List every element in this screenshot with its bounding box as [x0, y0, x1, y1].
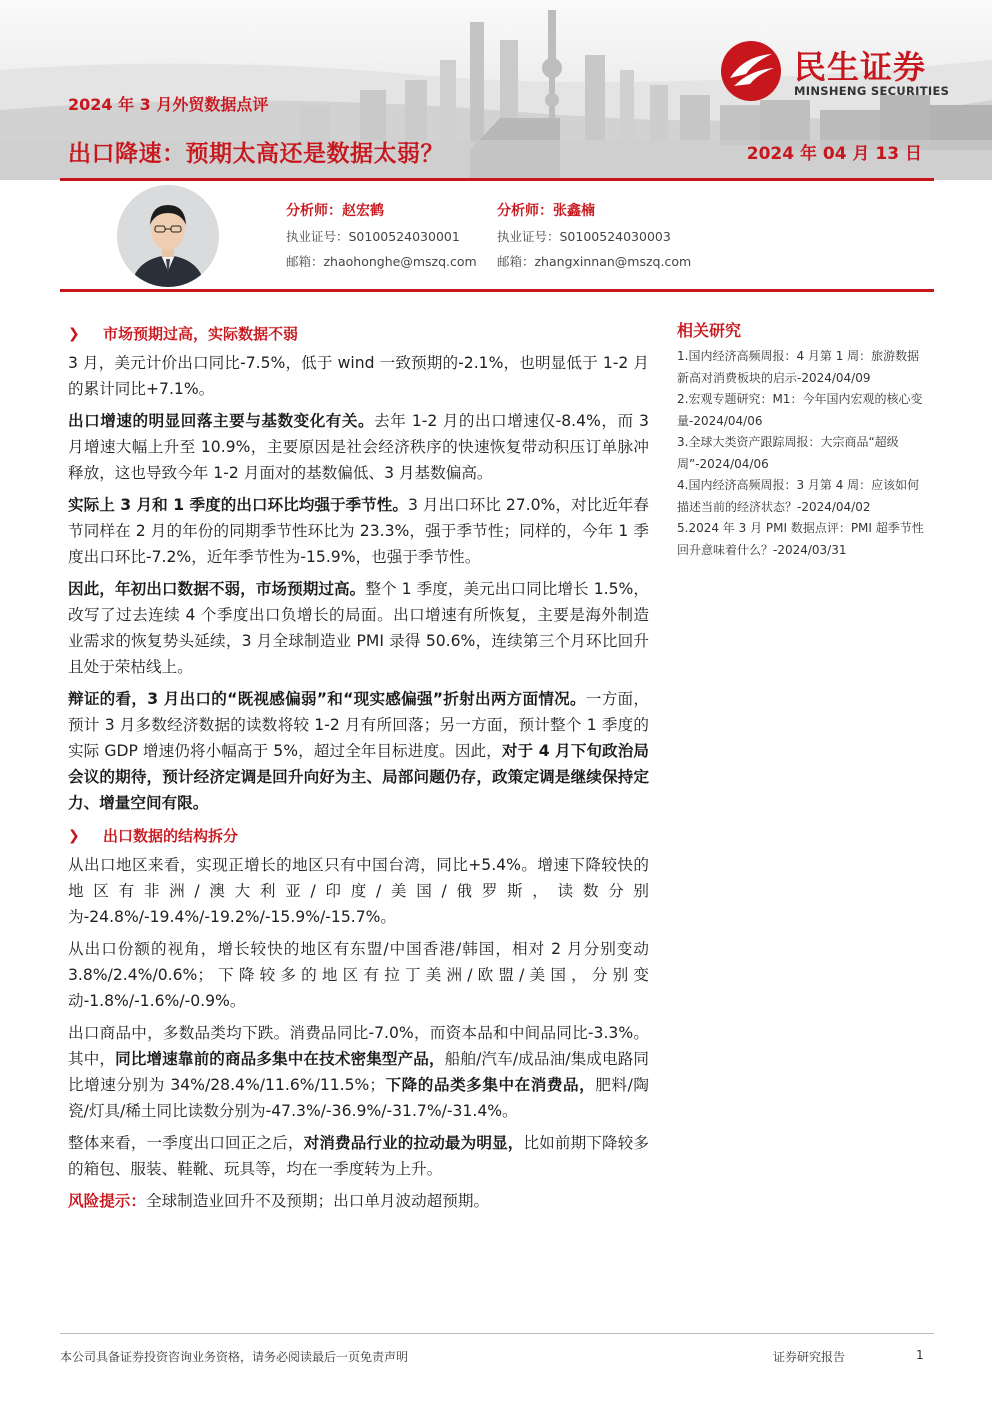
analyst-card-2	[497, 200, 691, 272]
paragraph	[68, 350, 649, 402]
paragraph-text: 肥料/陶瓷/灯具/稀土同比读数分别为-47.3%/-36.9%/-31.7%/-31.4%。	[68, 1076, 649, 1120]
sidebar-title: 相关研究	[677, 321, 742, 340]
analyst-photo	[117, 185, 219, 287]
risk-text: 全球制造业回升不及预期；出口单月波动超预期。	[145, 1192, 490, 1210]
paragraph-lead: 实际上 3 月和 1 季度的出口环比均强于季节性。	[68, 496, 408, 514]
related-research-sidebar	[677, 318, 927, 561]
paragraph-text: 从出口地区来看，实现正增长的地区只有中国台湾，同比+5.4%。增速下降较快的地区有非洲/澳大利亚/印度/美国/俄罗斯，读数分别为-24.8%/-19.4%/-19.2%/-15.9%/-15.7%。	[68, 856, 649, 926]
paragraph-text: 去年 1-2 月的出口增速仅-8.4%，而 3 月增速大幅上升至 10.9%，主要原因是社会经济秩序的快速恢复带动积压订单脉冲释放，这也导致今年 1-2 月面对的基数偏低、3 月基数偏高。	[68, 412, 649, 482]
header-banner	[0, 0, 992, 180]
section-heading-structure	[68, 822, 649, 850]
paragraph-text: 从出口份额的视角，增长较快的地区有东盟/中国香港/韩国，相对 2 月分别变动 3.8%/2.4%/0.6%；下降较多的地区有拉丁美洲/欧盟/美国，分别变动-1.8%/-1.6%/-0.9%。	[68, 940, 649, 1010]
main-content	[68, 320, 649, 1220]
footer-disclaimer: 本公司具备证券投资咨询业务资格，请务必阅读最后一页免责声明	[60, 1350, 409, 1364]
logo-english-name: MINSHENG SECURITIES	[794, 84, 950, 98]
paragraph-text: 比如前期下降较多的箱包、服装、鞋靴、玩具等，均在一季度转为上升。	[68, 1134, 649, 1178]
analyst-email[interactable]: 邮箱：zhaohonghe@mszq.com	[286, 254, 477, 269]
section-heading-text: 出口数据的结构拆分	[103, 827, 239, 845]
paragraph-lead: 因此，年初出口数据不弱，市场预期过高。	[68, 580, 366, 598]
analyst-cert: 执业证号：S0100524030001	[286, 229, 460, 244]
report-series: 2024 年 3 月外贸数据点评	[68, 95, 269, 114]
related-research-item[interactable]: 2.宏观专题研究：M1：今年国内宏观的核心变量-2024/04/06	[677, 392, 923, 428]
paragraph-text: 出口商品中，多数品类均下跌。消费品同比-7.0%，而资本品和中间品同比-3.3%。其中，	[68, 1024, 649, 1068]
paragraph-text: 整个 1 季度，美元出口同比增长 1.5%，改写了过去连续 4 个季度出口负增长的局面。出口增速有所恢复，主要是海外制造业需求的恢复势头延续，3 月全球制造业 PMI 录得 50.6%，连续第三个月环比回升且处于荣枯线上。	[68, 580, 649, 676]
paragraph	[68, 936, 649, 1014]
section-heading-text: 市场预期过高，实际数据不弱	[103, 325, 299, 343]
risk-warning	[68, 1188, 649, 1214]
footer-divider	[60, 1333, 934, 1334]
section-heading-market	[68, 320, 649, 348]
related-research-item[interactable]: 4.国内经济高频周报：3 月第 4 周：应该如何描述当前的经济状态？-2024/04/02	[677, 478, 920, 514]
paragraph-emphasis: 下降的品类多集中在消费品，	[384, 1076, 596, 1094]
paragraph-emphasis: 同比增速靠前的商品多集中在技术密集型产品，	[115, 1050, 445, 1068]
analyst-email[interactable]: 邮箱：zhangxinnan@mszq.com	[497, 254, 692, 269]
paragraph	[68, 408, 649, 486]
page-number: 1	[916, 1348, 924, 1362]
analyst-name: 分析师：赵宏鹤	[286, 203, 384, 219]
paragraph-lead: 辩证的看，3 月出口的“既视感偏弱”和“现实感偏强”折射出两方面情况。	[68, 690, 586, 708]
header-divider	[60, 178, 934, 181]
paragraph-emphasis: 对于 4 月下旬政治局会议的期待，预计经济定调是回升向好为主、局部问题仍存，政策定调是继续保持定力、增量空间有限。	[68, 742, 649, 812]
paragraph-text: 船舶/汽车/成品油/集成电路同比增速分别为 34%/28.4%/11.6%/11.5%；	[68, 1050, 649, 1094]
footer-doc-type: 证券研究报告	[773, 1350, 846, 1364]
paragraph	[68, 852, 649, 930]
paragraph-text: 3 月，美元计价出口同比-7.5%，低于 wind 一致预期的-2.1%，也明显低于 1-2 月的累计同比+7.1%。	[68, 354, 649, 398]
risk-label: 风险提示：	[68, 1192, 146, 1210]
paragraph-text: 一方面，预计 3 月多数经济数据的读数将较 1-2 月有所回落；另一方面，预计整个 1 季度的实际 GDP 增速仍将小幅高于 5%，超过全年目标进度。因此，	[68, 690, 649, 760]
chevron-right-icon: ❯	[68, 828, 80, 844]
related-research-item[interactable]: 3.全球大类资产跟踪周报：大宗商品“超级周”-2024/04/06	[677, 435, 899, 471]
analyst-divider	[60, 289, 934, 292]
analyst-cert: 执业证号：S0100524030003	[497, 229, 671, 244]
minsheng-logo-icon	[720, 40, 782, 102]
report-title: 出口降速：预期太高还是数据太弱？	[68, 141, 444, 167]
chevron-right-icon: ❯	[68, 326, 80, 342]
related-research-item[interactable]: 5.2024 年 3 月 PMI 数据点评：PMI 超季节性回升意味着什么？-2024/03/31	[677, 521, 924, 557]
paragraph	[68, 1020, 649, 1124]
analyst-card-1	[286, 200, 477, 272]
logo-chinese-name: 民生证券	[794, 48, 927, 86]
related-research-item[interactable]: 1.国内经济高频周报：4 月第 1 周：旅游数据新高对消费板块的启示-2024/04/09	[677, 349, 920, 385]
paragraph-emphasis: 对消费品行业的拉动最为明显，	[303, 1134, 524, 1152]
paragraph	[68, 492, 649, 570]
paragraph-text: 整体来看，一季度出口回正之后，	[68, 1134, 304, 1152]
paragraph	[68, 1130, 649, 1182]
report-date: 2024 年 04 月 13 日	[746, 144, 922, 164]
paragraph	[68, 686, 649, 816]
paragraph-lead: 出口增速的明显回落主要与基数变化有关。	[68, 412, 375, 430]
analyst-name: 分析师：张鑫楠	[497, 203, 595, 219]
paragraph-text: 3 月出口环比 27.0%，对比近年春节同样在 2 月的年份的同期季节性环比为 23.3%，强于季节性；同样的，今年 1 季度出口环比-7.2%，近年季节性为-15.9%，也强于季节性。	[68, 496, 649, 566]
paragraph	[68, 576, 649, 680]
company-logo	[720, 40, 970, 100]
